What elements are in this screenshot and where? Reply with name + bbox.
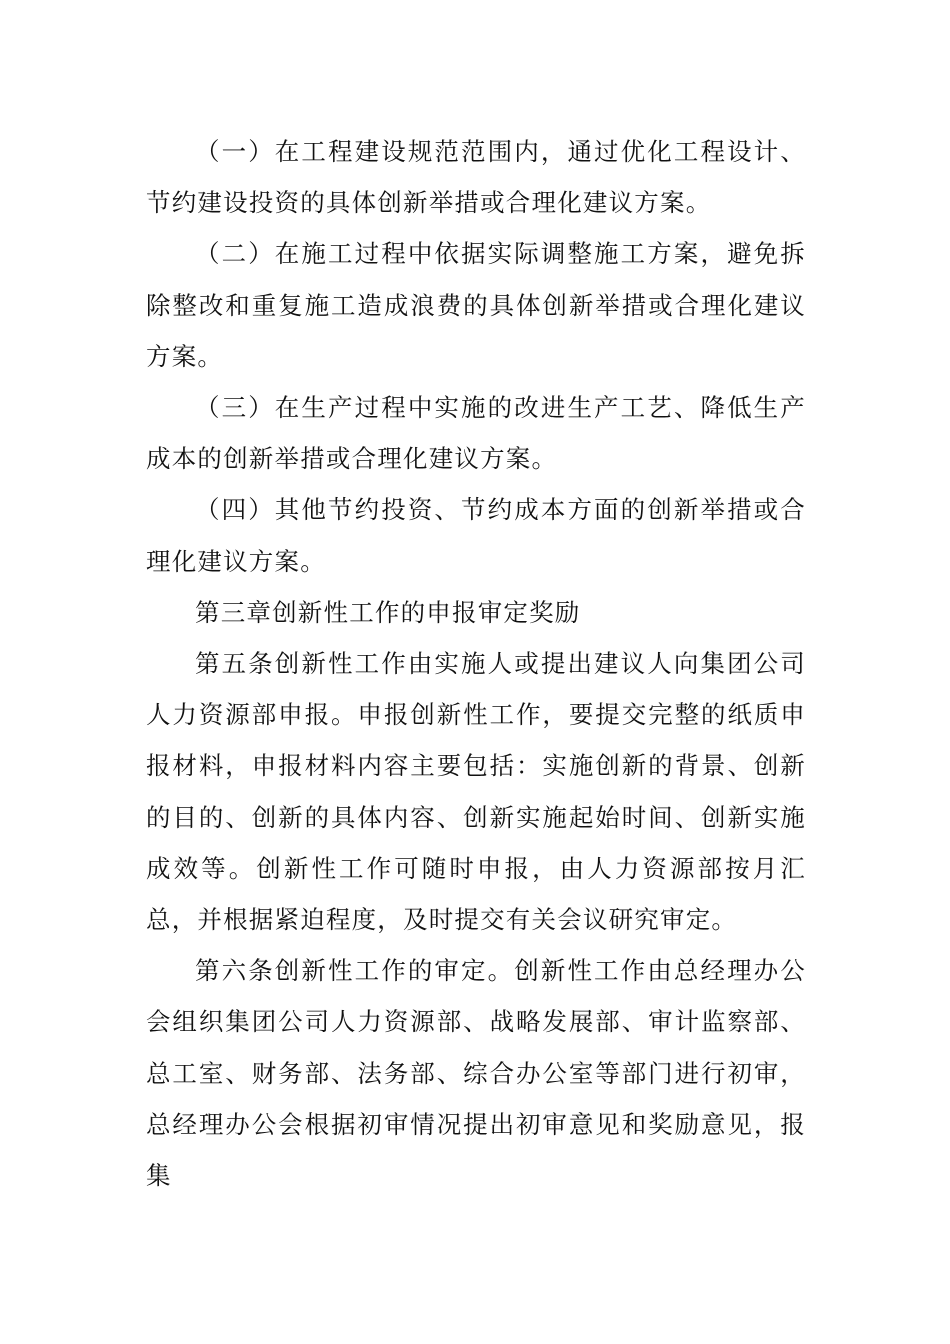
document-body	[146, 126, 806, 1201]
paragraph-item-3: （三）在生产过程中实施的改进生产工艺、降低生产成本的创新举措或合理化建议方案。	[146, 393, 806, 474]
article-5: 第五条创新性工作由实施人或提出建议人向集团公司人力资源部申报。申报创新性工作，要提交完整的纸质申报材料，申报材料内容主要包括：实施创新的背景、创新的目的、创新的具体内容、创新实施起始时间、创新实施成效等。创新性工作可随时申报，由人力资源部按月汇总，并根据紧迫程度，及时提交有关会议研究审定。	[146, 649, 806, 935]
paragraph-item-4: （四）其他节约投资、节约成本方面的创新举措或合理化建议方案。	[146, 495, 806, 576]
paragraph-item-2: （二）在施工过程中依据实际调整施工方案，避免拆除整改和重复施工造成浪费的具体创新举措或合理化建议方案。	[146, 239, 806, 371]
chapter-heading: 第三章创新性工作的申报审定奖励	[195, 597, 581, 627]
article-6: 第六条创新性工作的审定。创新性工作由总经理办公会组织集团公司人力资源部、战略发展部、审计监察部、总工室、财务部、法务部、综合办公室等部门进行初审，总经理办公会根据初审情况提出初审意见和奖励意见，报集	[146, 956, 806, 1191]
paragraph-item-1: （一）在工程建设规范范围内，通过优化工程设计、节约建设投资的具体创新举措或合理化建议方案。	[146, 137, 806, 218]
